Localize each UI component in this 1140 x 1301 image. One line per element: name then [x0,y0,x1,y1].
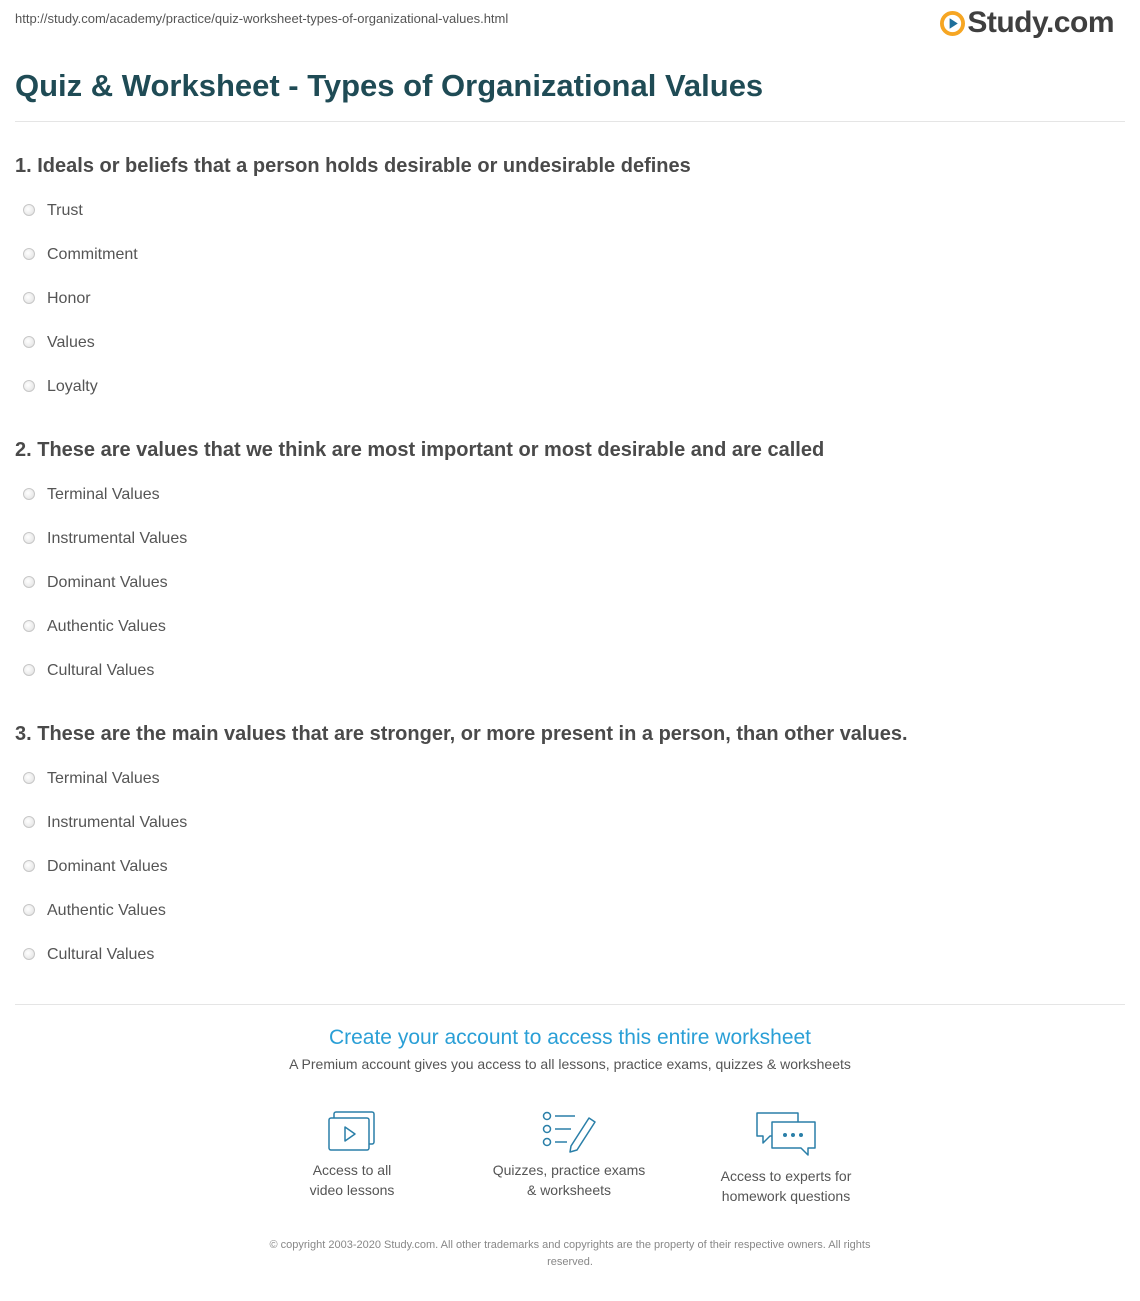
question-text: 1. Ideals or beliefs that a person holds desirable or undesirable defines [15,155,691,177]
radio-button[interactable] [23,576,35,588]
premium-features [0,1110,1140,1210]
answer-options [15,473,824,693]
option-label: Authentic Values [47,618,166,635]
create-account-link[interactable]: Create your account to access this entire worksheet [328,1026,812,1049]
option-label: Cultural Values [47,946,155,963]
logo-text: Study.com [967,6,1114,39]
answer-option[interactable] [15,277,691,321]
feature-line: homework questions [721,1188,851,1204]
answer-option[interactable] [15,233,691,277]
feature-line: Quizzes, practice exams [492,1162,646,1178]
radio-button[interactable] [23,772,35,784]
option-label: Authentic Values [47,902,166,919]
question-3 [15,723,908,977]
option-label: Dominant Values [47,574,168,591]
radio-button[interactable] [23,532,35,544]
page-url: http://study.com/academy/practice/quiz-worksheet-types-of-organizational-values.html [15,11,509,26]
answer-option[interactable] [15,561,824,605]
radio-button[interactable] [23,904,35,916]
answer-option[interactable] [15,649,824,693]
radio-button[interactable] [23,488,35,500]
radio-button[interactable] [23,204,35,216]
cta-subtitle: A Premium account gives you access to all lessons, practice exams, quizzes & worksheets [289,1056,851,1072]
page-title: Quiz & Worksheet - Types of Organizational Values [15,68,764,103]
question-text: 3. These are the main values that are stronger, or more present in a person, than other values. [15,723,908,745]
radio-button[interactable] [23,248,35,260]
signup-cta [0,1026,1140,1072]
option-label: Cultural Values [47,662,155,679]
answer-option[interactable] [15,517,824,561]
option-label: Terminal Values [47,486,160,503]
answer-option[interactable] [15,365,691,409]
answer-option[interactable] [15,757,908,801]
feature-line: video lessons [309,1182,395,1198]
option-label: Trust [47,202,83,219]
option-label: Values [47,334,95,351]
answer-options [15,189,691,409]
feature-video-lessons [252,1110,452,1200]
answer-option[interactable] [15,605,824,649]
radio-button[interactable] [23,948,35,960]
copyright-line: © copyright 2003-2020 Study.com. All other trademarks and copyrights are the property of their respective owners. All rights [269,1239,871,1251]
feature-quizzes [469,1110,669,1200]
radio-button[interactable] [23,664,35,676]
answer-option[interactable] [15,321,691,365]
answer-option[interactable] [15,801,908,845]
option-label: Honor [47,290,91,307]
option-label: Terminal Values [47,770,160,787]
answer-option[interactable] [15,933,908,977]
radio-button[interactable] [23,620,35,632]
radio-button[interactable] [23,380,35,392]
answer-option[interactable] [15,845,908,889]
quiz-checklist-icon [541,1110,597,1154]
answer-option[interactable] [15,889,908,933]
section-divider [15,1004,1125,1005]
play-logo-icon [940,11,965,36]
option-label: Commitment [47,246,138,263]
answer-option[interactable] [15,189,691,233]
option-label: Dominant Values [47,858,168,875]
answer-option[interactable] [15,473,824,517]
option-label: Loyalty [47,378,98,395]
title-divider [15,121,1125,122]
feature-line: Access to all [312,1162,392,1178]
copyright-notice [210,1237,930,1271]
radio-button[interactable] [23,860,35,872]
video-lesson-icon [326,1110,378,1154]
radio-button[interactable] [23,816,35,828]
radio-button[interactable] [23,292,35,304]
radio-button[interactable] [23,336,35,348]
feature-line: Access to experts for [720,1168,852,1184]
feature-experts [686,1110,886,1206]
question-text: 2. These are values that we think are most important or most desirable and are called [15,439,825,461]
option-label: Instrumental Values [47,814,188,831]
option-label: Instrumental Values [47,530,188,547]
study-logo[interactable] [940,6,1114,40]
feature-line: & worksheets [526,1182,612,1198]
question-2 [15,439,824,693]
answer-options [15,757,908,977]
chat-bubbles-icon [754,1110,818,1160]
copyright-line: reserved. [547,1256,593,1268]
question-1 [15,155,691,409]
